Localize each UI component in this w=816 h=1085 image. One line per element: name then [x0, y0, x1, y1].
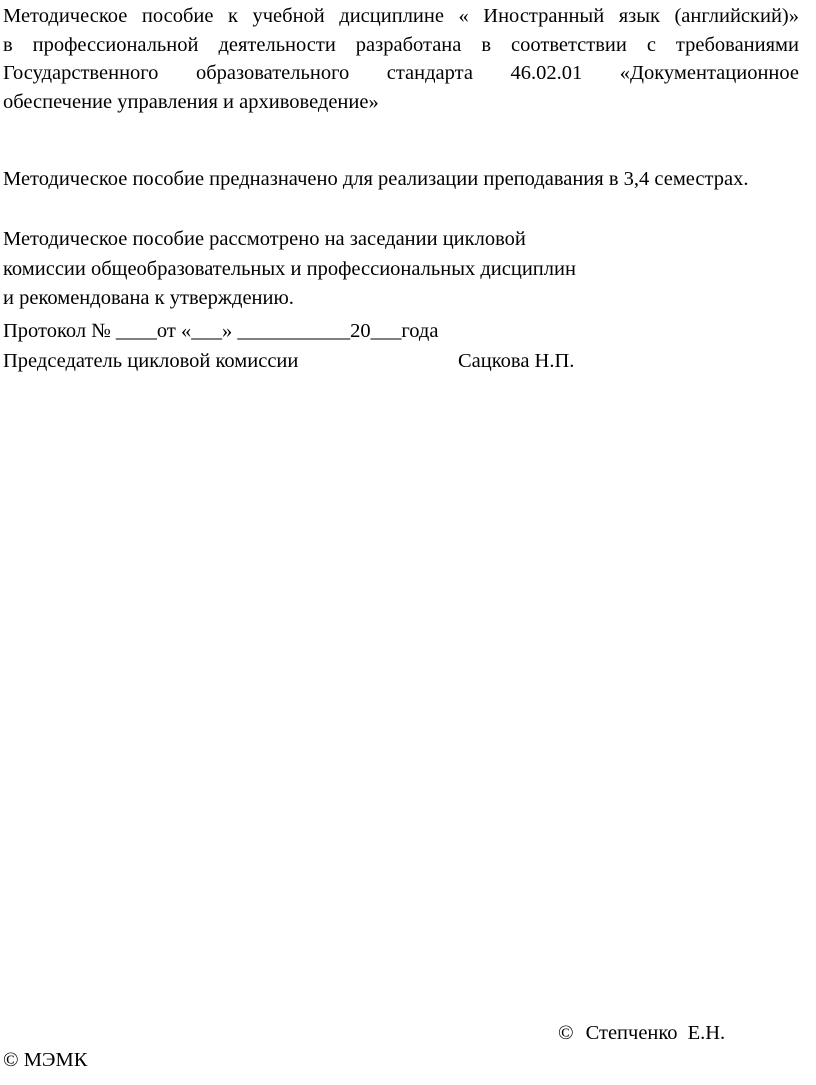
author-initials: Е.Н.: [687, 1022, 726, 1044]
intro-line: обеспечение управления и архивоведение»: [3, 90, 379, 113]
review-line: комиссии общеобразовательных и профессиональных дисциплин: [3, 257, 576, 280]
intro-paragraph: [3, 2, 799, 116]
chair-name: Сацкова Н.П.: [458, 350, 575, 372]
intro-line: Государственного образовательного стандарта 46.02.01 «Документационное: [3, 62, 799, 84]
intro-line: Методическое пособие к учебной дисциплине « Иностранный язык (английский)»: [3, 5, 799, 27]
review-paragraph: [3, 225, 576, 314]
intro-line: в профессиональной деятельности разработана в соответствии с требованиями: [3, 33, 799, 56]
purpose-paragraph: Методическое пособие предназначено для реализации преподавания в 3,4 семестрах.: [3, 168, 749, 190]
organization-credit: © МЭМК: [3, 1049, 88, 1071]
protocol-line: Протокол № ____от «___» ___________20___года: [3, 320, 439, 342]
chair-label: Председатель цикловой комиссии: [3, 350, 299, 372]
review-line: и рекомендована к утверждению.: [3, 287, 294, 309]
review-line: Методическое пособие рассмотрено на заседании цикловой: [3, 228, 526, 250]
author-credit: [558, 1022, 725, 1045]
author-surname: Степченко: [585, 1022, 678, 1044]
copyright-symbol: ©: [558, 1022, 574, 1044]
chair-row: [3, 350, 703, 380]
